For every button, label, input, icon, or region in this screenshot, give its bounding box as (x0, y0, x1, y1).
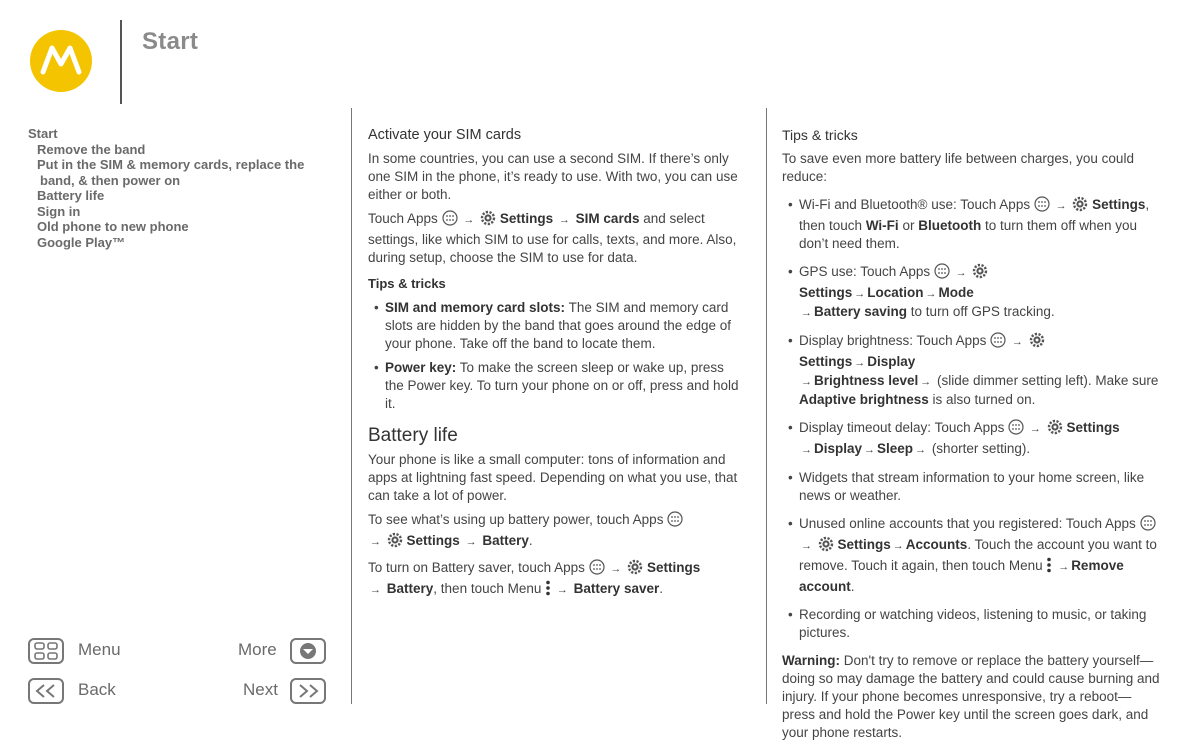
tips-heading-1: Tips & tricks (368, 276, 446, 291)
apps-icon (934, 263, 950, 284)
list-item: • SIM and memory card slots: The SIM and memory card slots are hidden by the band that goes around the edge of your phone. Take off the band to locate them. (368, 299, 746, 353)
warning-paragraph: Warning: Don't try to remove or replace the battery yourself—doing so may damage the battery and could cause burning and injury. If your phone becomes unresponsive, try a reboot—press and hold the Power key until the screen goes dark, and your phone restarts. (782, 653, 1160, 740)
menu-dots-icon (1046, 557, 1052, 578)
page-title: Start (142, 28, 199, 55)
menu-button[interactable] (28, 638, 64, 664)
battery-paragraph-2: To see what’s using up battery power, touch Apps → Settings → Battery. (368, 511, 746, 553)
gear-icon (627, 559, 643, 580)
sim-heading: Activate your SIM cards (368, 127, 522, 143)
double-chevron-left-icon (34, 684, 58, 698)
next-button[interactable] (290, 678, 326, 704)
toc-item-start[interactable]: Start (28, 126, 58, 141)
toc-item-sign-in[interactable]: Sign in (37, 203, 81, 219)
column-divider-1 (351, 108, 352, 704)
toc-item-remove-band[interactable]: Remove the band (37, 141, 146, 157)
more-button[interactable] (290, 638, 326, 664)
back-label[interactable]: Back (78, 680, 116, 699)
content-column-2 (782, 126, 1160, 748)
toc-item-put-in-sim-cont[interactable]: band, & then power on (40, 172, 181, 188)
apps-icon (1034, 196, 1050, 217)
tips-list-1 (368, 299, 746, 413)
sim-paragraph-2: Touch Apps → Settings → SIM cards and select settings, like which SIM to use for calls, texts, and more. Also, during setup, choose the SIM to use for data. (368, 211, 737, 265)
gear-icon (972, 263, 988, 284)
list-item: • Unused online accounts that you registered: Touch Apps → Settings → Accounts. Touch the account you want to remove. Touch it again, then touch Menu → Remove account. (782, 515, 1160, 596)
more-label[interactable]: More (238, 640, 277, 659)
battery-paragraph-1: Your phone is like a small computer: tons of information and apps at lightning fast speed. Depending on what you use, that can take a lot of power. (368, 452, 738, 503)
arrow-icon: → (463, 214, 475, 226)
sim-paragraph-1: In some countries, you can use a second SIM. If there’s only one SIM in the phone, it’s ready to use. With two, you can use either or both. (368, 151, 738, 202)
tips-heading-2: Tips & tricks (782, 127, 858, 143)
double-chevron-right-icon (296, 684, 320, 698)
header-divider (120, 20, 122, 104)
toc-item-google-play[interactable]: Google Play™ (37, 234, 126, 250)
chevron-down-icon (297, 642, 319, 660)
menu-dots-icon (545, 580, 551, 601)
gear-icon (1047, 419, 1063, 440)
table-of-contents (28, 126, 348, 250)
tips-intro: To save even more battery life between charges, you could reduce: (782, 151, 1134, 184)
toc-item-old-phone[interactable]: Old phone to new phone (37, 219, 189, 234)
column-divider-2 (766, 108, 767, 704)
apps-icon (1008, 419, 1024, 440)
menu-label[interactable]: Menu (78, 640, 121, 659)
battery-heading: Battery life (368, 425, 458, 446)
apps-icon (442, 210, 458, 231)
list-item: • Power key: To make the screen sleep or wake up, press the Power key. To turn your phone on or off, press and hold it. (368, 359, 746, 413)
list-item: • Recording or watching videos, listening to music, or taking pictures. (782, 606, 1160, 642)
apps-icon (667, 511, 683, 532)
gear-icon (1072, 196, 1088, 217)
list-item: • Wi-Fi and Bluetooth® use: Touch Apps → Settings, then touch Wi-Fi or Bluetooth to turn them off when you don’t need them. (782, 196, 1160, 253)
content-column-1 (368, 126, 746, 607)
apps-icon (589, 559, 605, 580)
battery-paragraph-3: To turn on Battery saver, touch Apps → Settings → Battery, then touch Menu → Battery saver. (368, 559, 746, 601)
toc-item-battery-life[interactable]: Battery life (37, 188, 105, 203)
next-label[interactable]: Next (243, 680, 278, 699)
gear-icon (387, 532, 403, 553)
toc-item-put-in-sim[interactable]: Put in the SIM & memory cards, replace the (37, 157, 305, 172)
tips-list-2 (782, 196, 1160, 642)
list-item: • GPS use: Touch Apps → Settings → Location → Mode → Battery saving to turn off GPS tracking. (782, 263, 1160, 322)
apps-icon (1140, 515, 1156, 536)
gear-icon (818, 536, 834, 557)
list-item: • Display timeout delay: Touch Apps → Settings → Display → Sleep → (shorter setting). (782, 419, 1160, 459)
grid-icon (33, 642, 59, 660)
list-item: • Widgets that stream information to your home screen, like news or weather. (782, 469, 1160, 505)
motorola-logo (30, 30, 92, 92)
list-item: • Display brightness: Touch Apps → Settings → Display → Brightness level → (slide dimmer setting left). Make sure Adaptive brightness is also turned on. (782, 332, 1160, 409)
back-button[interactable] (28, 678, 64, 704)
apps-icon (990, 332, 1006, 353)
gear-icon (480, 210, 496, 231)
gear-icon (1029, 332, 1045, 353)
